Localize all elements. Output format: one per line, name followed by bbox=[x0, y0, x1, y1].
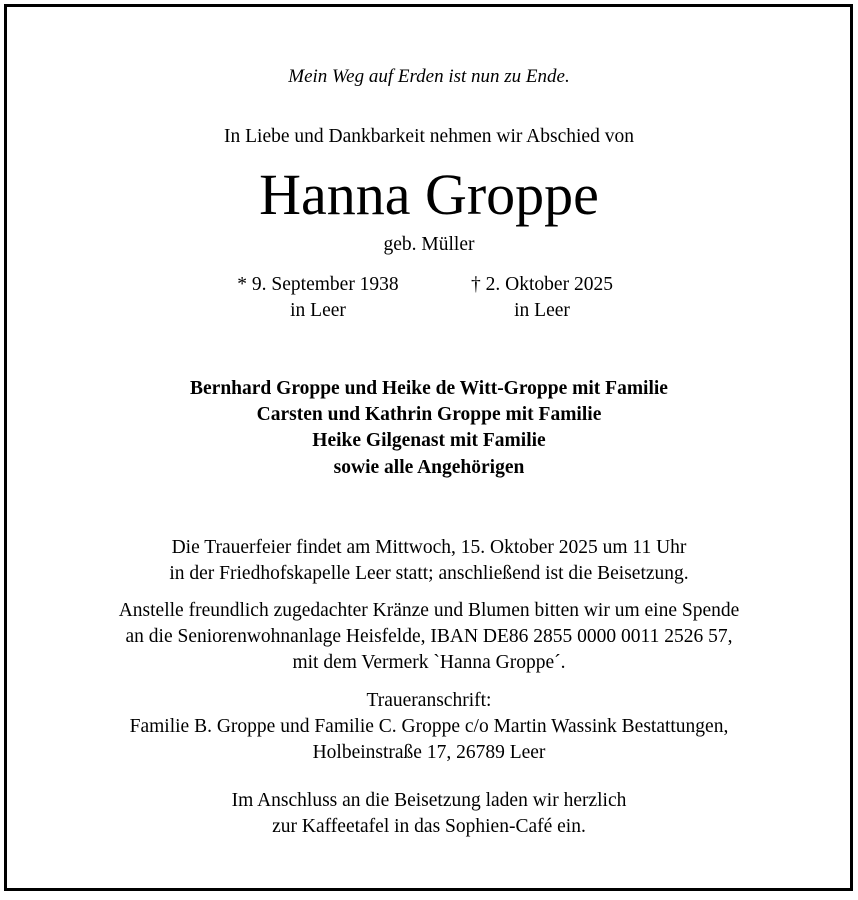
death-info bbox=[433, 272, 651, 324]
mourner-line: Bernhard Groppe und Heike de Witt-Groppe mit Familie bbox=[190, 378, 668, 399]
address-line: Familie B. Groppe und Familie C. Groppe c/o Martin Wassink Bestattungen, bbox=[129, 716, 729, 737]
death-date: † 2. Oktober 2025 bbox=[471, 274, 613, 295]
mourner-line: Heike Gilgenast mit Familie bbox=[312, 430, 546, 452]
service-line: Die Trauerfeier findet am Mittwoch, 15. Oktober 2025 um 11 Uhr bbox=[171, 537, 687, 558]
birth-place: in Leer bbox=[290, 300, 346, 321]
intro-text: In Liebe und Dankbarkeit nehmen wir Abschied von bbox=[224, 126, 634, 147]
service-info bbox=[0, 535, 858, 587]
mourners-list bbox=[0, 376, 858, 481]
death-place: in Leer bbox=[514, 300, 570, 321]
service-line: in der Friedhofskapelle Leer statt; anschließend ist die Beisetzung. bbox=[169, 563, 689, 584]
address-heading: Traueranschrift: bbox=[366, 690, 492, 711]
maiden-name: geb. Müller bbox=[383, 234, 475, 255]
mourning-address bbox=[0, 688, 858, 766]
mourner-line: sowie alle Angehörigen bbox=[333, 456, 525, 478]
motto-text: Mein Weg auf Erden ist nun zu Ende. bbox=[288, 66, 570, 87]
birth-info bbox=[203, 272, 433, 324]
coffee-invitation bbox=[0, 788, 858, 840]
donation-line: Anstelle freundlich zugedachter Kränze und Blumen bitten wir um eine Spende bbox=[118, 600, 740, 621]
coffee-line: zur Kaffeetafel in das Sophien-Café ein. bbox=[272, 816, 586, 837]
address-line: Holbeinstraße 17, 26789 Leer bbox=[312, 742, 546, 763]
donation-info bbox=[0, 598, 858, 676]
mourner-line: Carsten und Kathrin Groppe mit Familie bbox=[256, 404, 602, 426]
donation-line: an die Seniorenwohnanlage Heisfelde, IBAN DE86 2855 0000 0011 2526 57, bbox=[125, 626, 733, 647]
donation-line: mit dem Vermerk `Hanna Groppe´. bbox=[292, 652, 566, 673]
coffee-line: Im Anschluss an die Beisetzung laden wir herzlich bbox=[231, 790, 627, 811]
deceased-name: Hanna Groppe bbox=[259, 162, 599, 227]
birth-date: * 9. September 1938 bbox=[237, 274, 399, 295]
